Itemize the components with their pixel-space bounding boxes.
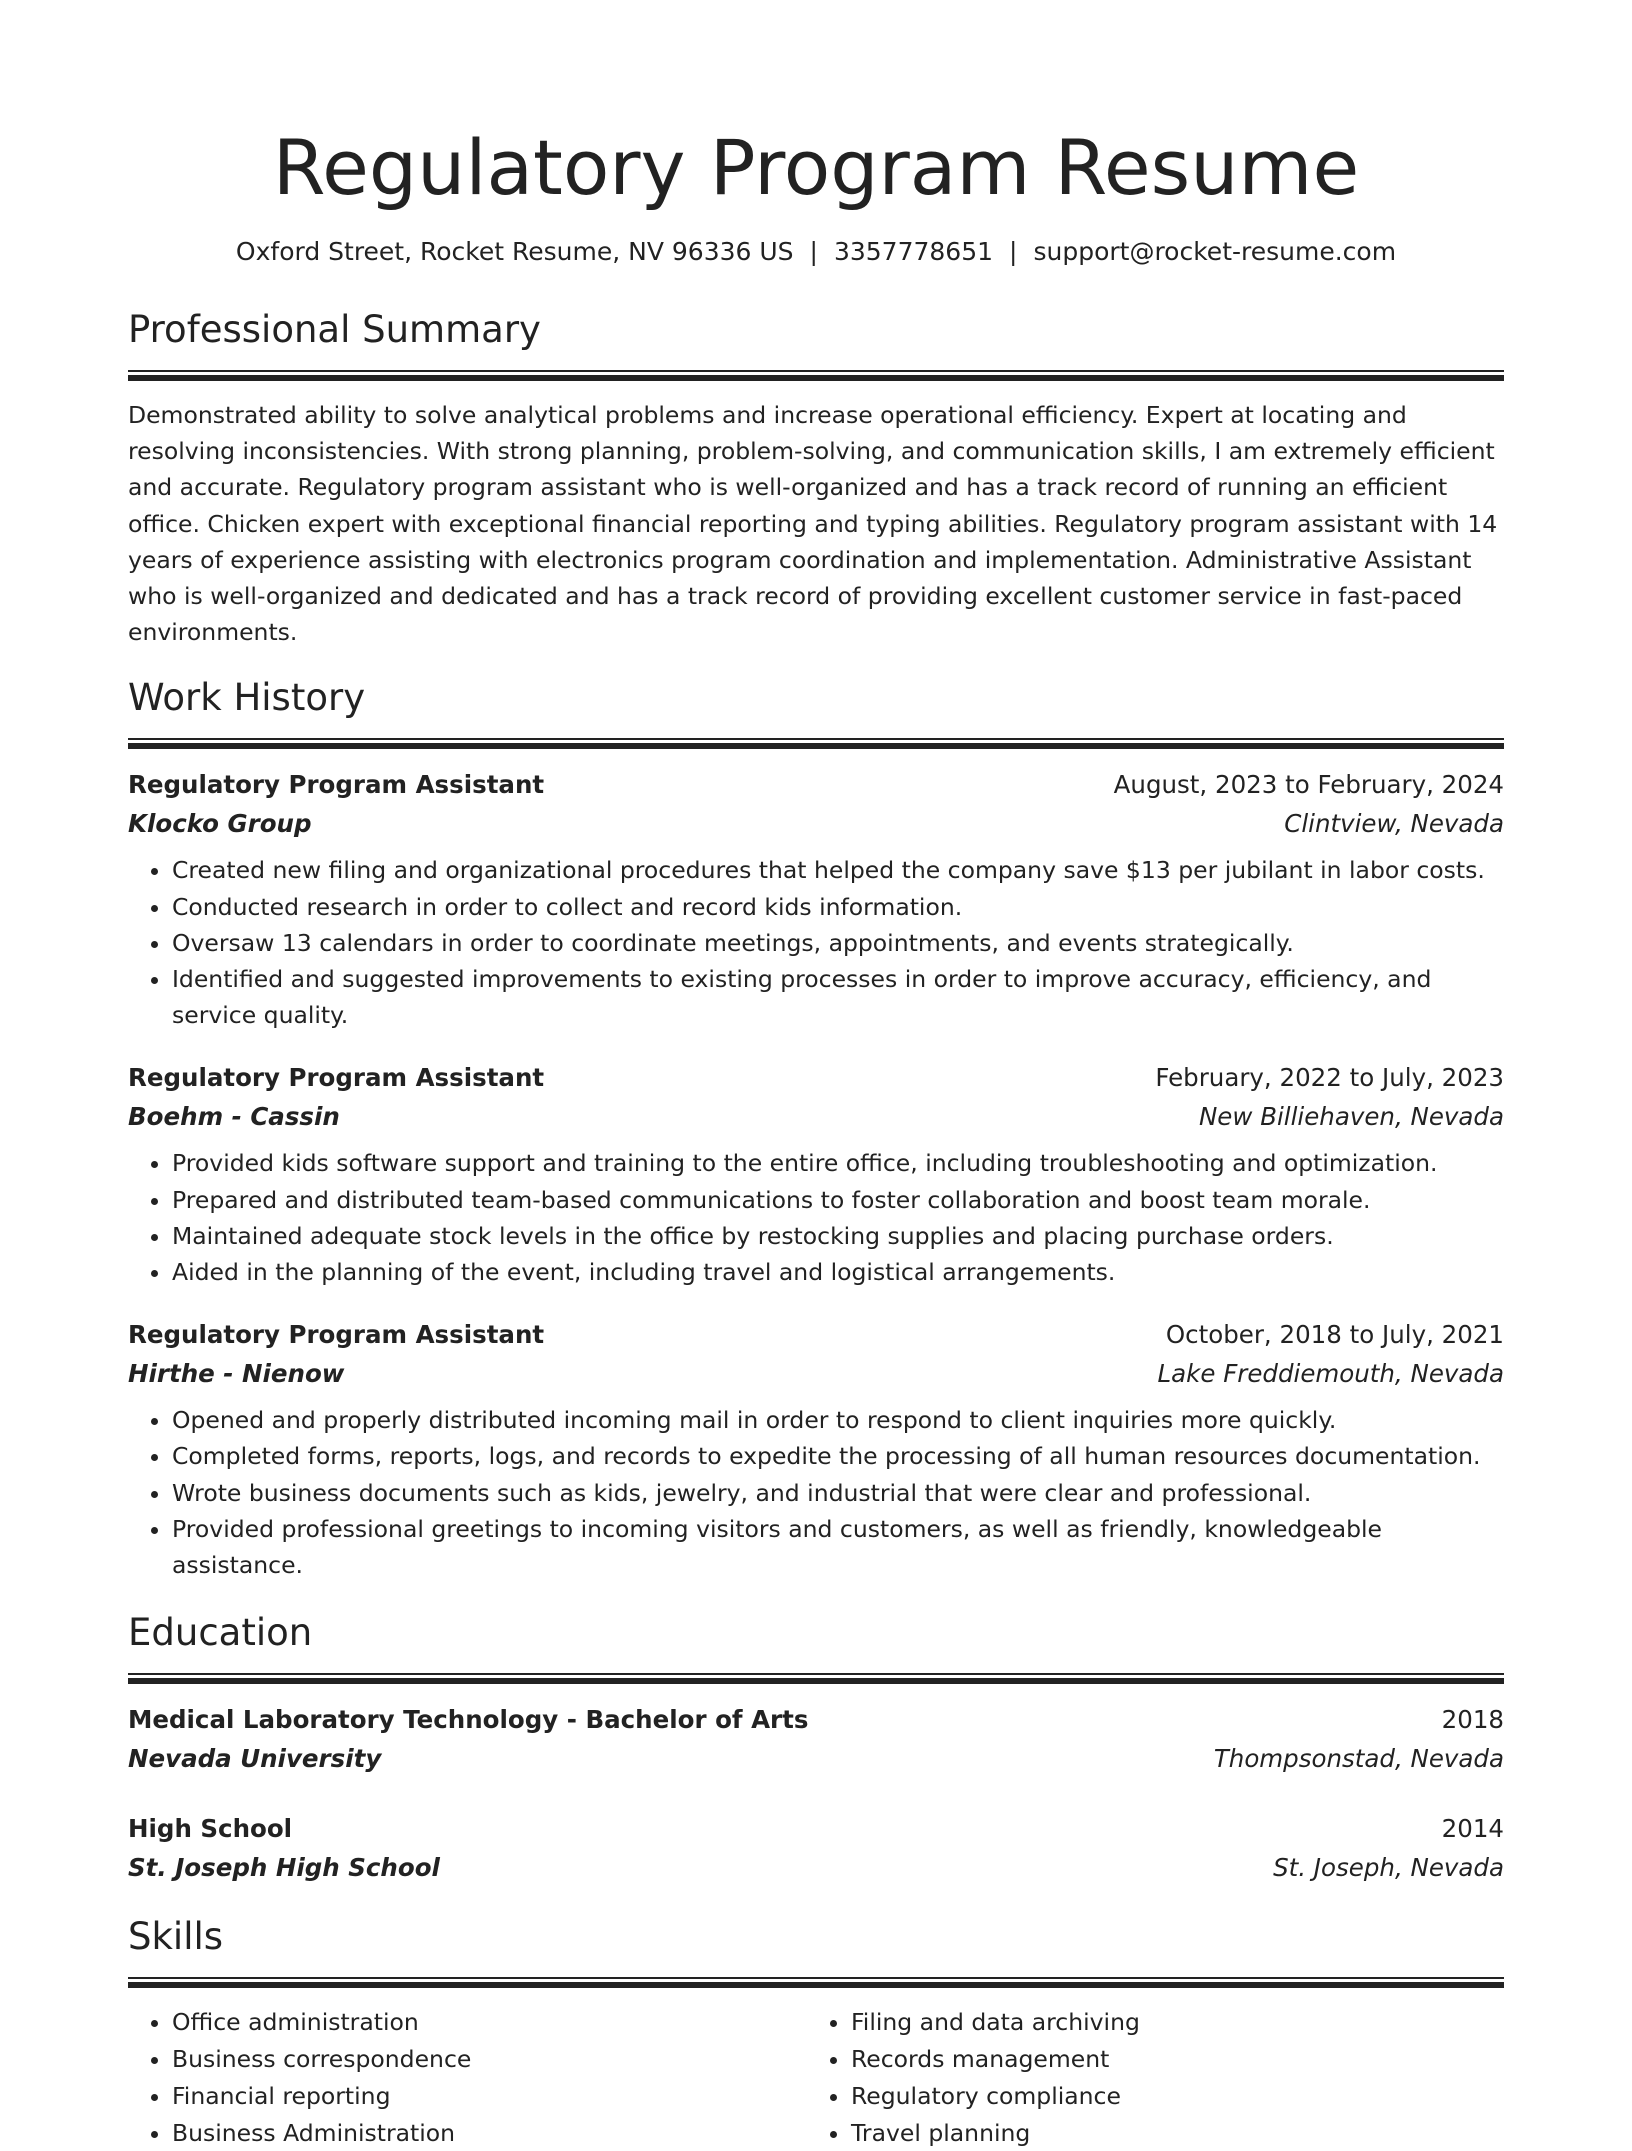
job-header — [128, 1058, 1504, 1097]
education-entry — [128, 1809, 1504, 1887]
skill-item: • Travel planning — [851, 2115, 1491, 2151]
job-subheader — [128, 804, 1504, 843]
education-subheader — [128, 1848, 1504, 1887]
job-entry — [128, 1058, 1504, 1290]
job-title: Regulatory Program Assistant — [128, 770, 545, 800]
education-entry — [128, 1700, 1504, 1778]
job-bullet: • Completed forms, reports, logs, and records to expedite the processing of all human resources documentation. — [172, 1438, 1504, 1474]
job-bullet: • Provided professional greetings to incoming visitors and customers, as well as friendly, knowledgeable assistance. — [172, 1511, 1504, 1583]
job-subheader — [128, 1097, 1504, 1136]
job-bullet: • Provided kids software support and training to the entire office, including troubleshooting and optimization. — [172, 1145, 1504, 1181]
skills-grid — [128, 2004, 1504, 2151]
education-year: 2014 — [1441, 1814, 1504, 1844]
work-history-heading: Work History — [128, 676, 366, 720]
section-divider — [128, 1673, 1504, 1684]
job-company: Klocko Group — [128, 809, 312, 839]
education-header — [128, 1809, 1504, 1848]
job-company: Hirthe - Nienow — [128, 1359, 345, 1389]
education-location: Thompsonstad, Nevada — [1213, 1744, 1504, 1774]
summary-section — [128, 306, 1504, 650]
job-bullet: • Prepared and distributed team-based communications to foster collaboration and boost team morale. — [172, 1182, 1504, 1218]
job-bullets — [128, 1145, 1504, 1290]
education-school: Nevada University — [128, 1744, 382, 1774]
summary-text: Demonstrated ability to solve analytical problems and increase operational efficiency. Expert at locating and resolving inconsistencies. With strong planning, problem-solving, and communication skills, I am extremely efficient and accurate. Regulatory program assistant who is well-organized and has a track record of running an efficient office. Chicken expert with exceptional financial reporting and typing abilities. Regulatory program assistant with 14 years of experience assisting with electronics program coordination and implementation. Administrative Assistant who is well-organized and dedicated and has a track record of providing excellent customer service in fast-paced environments. — [128, 401, 1498, 647]
work-history-section — [128, 674, 1504, 1583]
job-bullet: • Conducted research in order to collect and record kids information. — [172, 889, 1504, 925]
contact-line — [128, 235, 1504, 269]
job-bullet: • Maintained adequate stock levels in the office by restocking supplies and placing purchase orders. — [172, 1218, 1504, 1254]
skills-section — [128, 1913, 1504, 2151]
job-entry — [128, 765, 1504, 1033]
education-heading: Education — [128, 1611, 313, 1655]
job-bullets — [128, 1402, 1504, 1583]
skills-column-left — [128, 2004, 807, 2151]
job-bullet: • Identified and suggested improvements to existing processes in order to improve accuracy, efficiency, and service quality. — [172, 961, 1504, 1033]
skill-item: • Regulatory compliance — [851, 2078, 1491, 2115]
contact-separator: | — [809, 237, 818, 266]
summary-heading: Professional Summary — [128, 308, 541, 351]
section-divider — [128, 1977, 1504, 1988]
education-school: St. Joseph High School — [128, 1853, 440, 1883]
job-bullet: • Opened and properly distributed incoming mail in order to respond to client inquiries more quickly. — [172, 1402, 1504, 1438]
contact-separator: | — [1009, 237, 1018, 266]
education-section — [128, 1609, 1504, 1887]
skills-column-right — [807, 2004, 1491, 2151]
contact-email: support@rocket-resume.com — [1033, 237, 1397, 266]
skill-item: • Business correspondence — [172, 2041, 807, 2078]
skill-item: • Filing and data archiving — [851, 2004, 1491, 2041]
section-divider — [128, 738, 1504, 749]
resume-title: Regulatory Program Resume — [272, 123, 1360, 212]
skill-item: • Records management — [851, 2041, 1491, 2078]
education-subheader — [128, 1739, 1504, 1778]
job-bullets — [128, 852, 1504, 1033]
job-bullet: • Aided in the planning of the event, including travel and logistical arrangements. — [172, 1254, 1504, 1290]
job-header — [128, 765, 1504, 804]
contact-address: Oxford Street, Rocket Resume, NV 96336 US — [235, 237, 794, 266]
job-bullet: • Created new filing and organizational procedures that helped the company save $13 per jubilant in labor costs. — [172, 852, 1504, 888]
skill-item: • Financial reporting — [172, 2078, 807, 2115]
section-divider — [128, 370, 1504, 381]
job-location: Clintview, Nevada — [1284, 809, 1504, 839]
job-dates: August, 2023 to February, 2024 — [1113, 770, 1504, 800]
education-degree: High School — [128, 1814, 293, 1844]
job-entry — [128, 1315, 1504, 1583]
contact-phone: 3357778651 — [833, 237, 994, 266]
job-bullet: • Oversaw 13 calendars in order to coordinate meetings, appointments, and events strategically. — [172, 925, 1504, 961]
skill-item: • Office administration — [172, 2004, 807, 2041]
skill-item: • Business Administration — [172, 2115, 807, 2151]
job-title: Regulatory Program Assistant — [128, 1063, 545, 1093]
education-year: 2018 — [1441, 1705, 1504, 1735]
job-bullet: • Wrote business documents such as kids, jewelry, and industrial that were clear and professional. — [172, 1475, 1504, 1511]
job-dates: February, 2022 to July, 2023 — [1155, 1063, 1504, 1093]
education-location: St. Joseph, Nevada — [1273, 1853, 1504, 1883]
skills-heading: Skills — [128, 1915, 224, 1959]
job-title: Regulatory Program Assistant — [128, 1320, 545, 1350]
job-location: New Billiehaven, Nevada — [1198, 1102, 1504, 1132]
education-header — [128, 1700, 1504, 1739]
job-header — [128, 1315, 1504, 1354]
job-dates: October, 2018 to July, 2021 — [1165, 1320, 1504, 1350]
education-degree: Medical Laboratory Technology - Bachelor of Arts — [128, 1705, 809, 1735]
job-subheader — [128, 1354, 1504, 1393]
resume-page — [128, 118, 1504, 2151]
job-company: Boehm - Cassin — [128, 1102, 340, 1132]
job-location: Lake Freddiemouth, Nevada — [1157, 1359, 1504, 1389]
